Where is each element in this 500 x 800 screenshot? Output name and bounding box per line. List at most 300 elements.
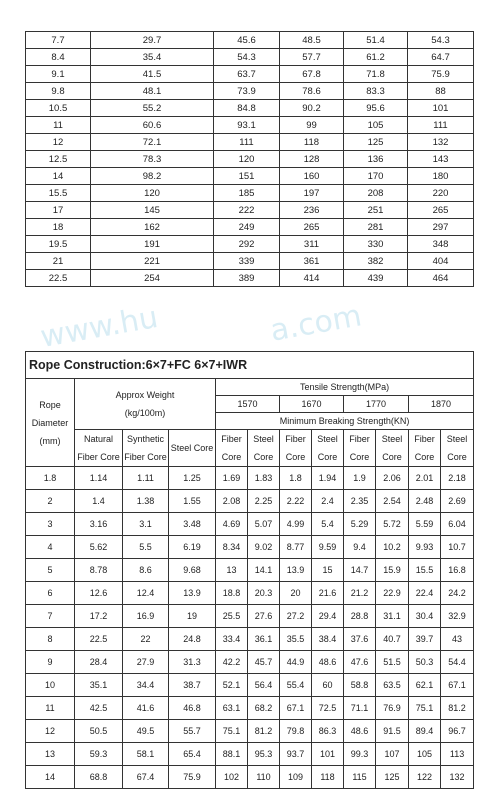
table-cell: 50.5 bbox=[75, 720, 123, 743]
table-cell: 297 bbox=[408, 219, 474, 236]
table-cell: 48.1 bbox=[91, 83, 214, 100]
table-cell: 48.5 bbox=[280, 32, 344, 49]
table-cell: 51.5 bbox=[376, 651, 409, 674]
steel-label: Steel bbox=[317, 434, 338, 444]
core-label: Core bbox=[285, 452, 306, 462]
table-cell: 41.5 bbox=[91, 66, 214, 83]
rope-table-title: Rope Construction:6×7+FC 6×7+IWR bbox=[26, 352, 474, 379]
table-cell: 22.5 bbox=[26, 270, 91, 287]
table-cell: 48.6 bbox=[344, 720, 376, 743]
table-cell: 61.2 bbox=[344, 49, 408, 66]
core-label: Core bbox=[221, 452, 242, 462]
table-row bbox=[26, 168, 474, 185]
table-cell: 35.1 bbox=[75, 674, 123, 697]
table-row bbox=[26, 559, 474, 582]
table-cell: 132 bbox=[408, 134, 474, 151]
steel-core-header: Steel Core bbox=[169, 430, 216, 467]
table-cell: 58.8 bbox=[344, 674, 376, 697]
table-cell: 145 bbox=[91, 202, 214, 219]
table-cell: 5.4 bbox=[312, 513, 344, 536]
table-cell: 102 bbox=[216, 766, 248, 789]
table-cell: 19.5 bbox=[26, 236, 91, 253]
table-cell: 24.8 bbox=[169, 628, 216, 651]
steel-label: Steel bbox=[381, 434, 403, 444]
table-cell: 71.8 bbox=[344, 66, 408, 83]
rope-construction-table bbox=[25, 351, 474, 789]
table-cell: 8.34 bbox=[216, 536, 248, 559]
synthetic-fiber-core-header bbox=[123, 430, 169, 467]
table-cell: 38.7 bbox=[169, 674, 216, 697]
table-row bbox=[26, 32, 474, 49]
table-row bbox=[26, 66, 474, 83]
table-cell: 109 bbox=[280, 766, 312, 789]
table-cell: 2.54 bbox=[376, 490, 409, 513]
table-cell: 54.3 bbox=[214, 49, 280, 66]
table-cell: 22.5 bbox=[75, 628, 123, 651]
table-cell: 12.6 bbox=[75, 582, 123, 605]
table-cell: 120 bbox=[214, 151, 280, 168]
table-cell: 81.2 bbox=[441, 697, 474, 720]
table-cell: 21.2 bbox=[344, 582, 376, 605]
core-label: Core bbox=[349, 452, 370, 462]
table-cell: 40.7 bbox=[376, 628, 409, 651]
table-cell: 382 bbox=[344, 253, 408, 270]
table-cell: 93.1 bbox=[214, 117, 280, 134]
table-row bbox=[26, 536, 474, 559]
table-row bbox=[26, 513, 474, 536]
table-row bbox=[26, 253, 474, 270]
table-cell: 118 bbox=[280, 134, 344, 151]
table-cell: 56.4 bbox=[248, 674, 280, 697]
table-cell: 9.02 bbox=[248, 536, 280, 559]
table-cell: 13.9 bbox=[280, 559, 312, 582]
table-cell: 88 bbox=[408, 83, 474, 100]
table-cell: 31.3 bbox=[169, 651, 216, 674]
table-cell: 185 bbox=[214, 185, 280, 202]
table-cell: 37.6 bbox=[344, 628, 376, 651]
fiber-label: Fiber bbox=[349, 434, 370, 444]
table-row bbox=[26, 202, 474, 219]
diameter-cell: 7 bbox=[26, 605, 75, 628]
table-cell: 42.5 bbox=[75, 697, 123, 720]
table-cell: 18 bbox=[26, 219, 91, 236]
table-cell: 44.9 bbox=[280, 651, 312, 674]
steel-core-col-header bbox=[248, 430, 280, 467]
table-cell: 5.72 bbox=[376, 513, 409, 536]
table-cell: 22 bbox=[123, 628, 169, 651]
table-cell: 4.69 bbox=[216, 513, 248, 536]
table-row bbox=[26, 766, 474, 789]
table-cell: 67.8 bbox=[280, 66, 344, 83]
table-cell: 36.1 bbox=[248, 628, 280, 651]
table-cell: 35.4 bbox=[91, 49, 214, 66]
table-cell: 1.38 bbox=[123, 490, 169, 513]
tensile-strength-header: Tensile Strength(MPa) bbox=[216, 379, 474, 396]
table-row bbox=[26, 651, 474, 674]
table-cell: 111 bbox=[408, 117, 474, 134]
table-cell: 71.1 bbox=[344, 697, 376, 720]
table-row bbox=[26, 100, 474, 117]
table-cell: 5.29 bbox=[344, 513, 376, 536]
table-cell: 88.1 bbox=[216, 743, 248, 766]
table-cell: 33.4 bbox=[216, 628, 248, 651]
table-cell: 9.1 bbox=[26, 66, 91, 83]
table-row bbox=[26, 490, 474, 513]
rope-label: Rope bbox=[39, 399, 61, 410]
table-cell: 1.69 bbox=[216, 467, 248, 490]
table-cell: 2.18 bbox=[441, 467, 474, 490]
table-cell: 439 bbox=[344, 270, 408, 287]
table-cell: 57.7 bbox=[280, 49, 344, 66]
diameter-cell: 13 bbox=[26, 743, 75, 766]
table-cell: 12.4 bbox=[123, 582, 169, 605]
table-cell: 111 bbox=[214, 134, 280, 151]
table-cell: 2.35 bbox=[344, 490, 376, 513]
table-cell: 1.4 bbox=[75, 490, 123, 513]
table-cell: 281 bbox=[344, 219, 408, 236]
table-cell: 10.2 bbox=[376, 536, 409, 559]
table-cell: 105 bbox=[344, 117, 408, 134]
table-cell: 143 bbox=[408, 151, 474, 168]
fiber-core-label: Fiber Core bbox=[77, 452, 120, 462]
table-cell: 83.3 bbox=[344, 83, 408, 100]
table-cell: 48.6 bbox=[312, 651, 344, 674]
upper-strength-table bbox=[25, 31, 474, 287]
table-cell: 14 bbox=[26, 168, 91, 185]
table-cell: 3.16 bbox=[75, 513, 123, 536]
table-cell: 86.3 bbox=[312, 720, 344, 743]
core-label: Core bbox=[382, 452, 402, 462]
table-cell: 330 bbox=[344, 236, 408, 253]
table-cell: 10.7 bbox=[441, 536, 474, 559]
table-cell: 10.5 bbox=[26, 100, 91, 117]
table-cell: 15.5 bbox=[409, 559, 441, 582]
table-cell: 60.6 bbox=[91, 117, 214, 134]
table-cell: 15.9 bbox=[376, 559, 409, 582]
table-cell: 59.3 bbox=[75, 743, 123, 766]
table-cell: 128 bbox=[280, 151, 344, 168]
table-cell: 22.9 bbox=[376, 582, 409, 605]
steel-core-col-header bbox=[376, 430, 409, 467]
upper-table-body bbox=[26, 32, 474, 287]
table-cell: 68.8 bbox=[75, 766, 123, 789]
mm-label: (mm) bbox=[39, 435, 61, 446]
table-cell: 220 bbox=[408, 185, 474, 202]
diameter-cell: 4 bbox=[26, 536, 75, 559]
table-cell: 60 bbox=[312, 674, 344, 697]
table-cell: 25.5 bbox=[216, 605, 248, 628]
fiber-label: Fiber bbox=[221, 434, 242, 444]
diameter-cell: 8 bbox=[26, 628, 75, 651]
table-cell: 75.9 bbox=[408, 66, 474, 83]
table-cell: 7.7 bbox=[26, 32, 91, 49]
table-row bbox=[26, 185, 474, 202]
table-cell: 8.78 bbox=[75, 559, 123, 582]
table-cell: 18.8 bbox=[216, 582, 248, 605]
table-cell: 13.9 bbox=[169, 582, 216, 605]
table-cell: 24.2 bbox=[441, 582, 474, 605]
table-cell: 464 bbox=[408, 270, 474, 287]
table-cell: 98.2 bbox=[91, 168, 214, 185]
table-row bbox=[26, 151, 474, 168]
diameter-cell: 2 bbox=[26, 490, 75, 513]
table-cell: 39.7 bbox=[409, 628, 441, 651]
synthetic-label: Synthetic bbox=[126, 434, 165, 444]
table-cell: 251 bbox=[344, 202, 408, 219]
table-row bbox=[26, 582, 474, 605]
table-cell: 4.99 bbox=[280, 513, 312, 536]
table-cell: 9.93 bbox=[409, 536, 441, 559]
table-cell: 79.8 bbox=[280, 720, 312, 743]
table-row bbox=[26, 270, 474, 287]
approx-weight-label: Approx Weight bbox=[115, 390, 175, 400]
table-cell: 2.08 bbox=[216, 490, 248, 513]
table-cell: 1.94 bbox=[312, 467, 344, 490]
table-cell: 96.7 bbox=[441, 720, 474, 743]
table-cell: 14.7 bbox=[344, 559, 376, 582]
diameter-cell: 1.8 bbox=[26, 467, 75, 490]
table-cell: 118 bbox=[312, 766, 344, 789]
table-cell: 208 bbox=[344, 185, 408, 202]
table-cell: 49.5 bbox=[123, 720, 169, 743]
table-row bbox=[26, 743, 474, 766]
table-cell: 72.5 bbox=[312, 697, 344, 720]
table-cell: 45.7 bbox=[248, 651, 280, 674]
table-cell: 28.4 bbox=[75, 651, 123, 674]
core-label: Core bbox=[253, 452, 274, 462]
table-cell: 6.04 bbox=[441, 513, 474, 536]
table-cell: 34.4 bbox=[123, 674, 169, 697]
table-cell: 58.1 bbox=[123, 743, 169, 766]
table-cell: 90.2 bbox=[280, 100, 344, 117]
table-cell: 5.59 bbox=[409, 513, 441, 536]
table-cell: 54.3 bbox=[408, 32, 474, 49]
table-cell: 1.11 bbox=[123, 467, 169, 490]
table-cell: 404 bbox=[408, 253, 474, 270]
table-cell: 107 bbox=[376, 743, 409, 766]
table-cell: 132 bbox=[441, 766, 474, 789]
table-cell: 113 bbox=[441, 743, 474, 766]
table-cell: 180 bbox=[408, 168, 474, 185]
table-row bbox=[26, 720, 474, 743]
grade-1870-header: 1870 bbox=[409, 396, 474, 413]
table-cell: 2.01 bbox=[409, 467, 441, 490]
table-cell: 311 bbox=[280, 236, 344, 253]
table-cell: 47.6 bbox=[344, 651, 376, 674]
fiber-core-label: Fiber Core bbox=[124, 452, 167, 462]
rope-table-body bbox=[26, 467, 474, 789]
table-cell: 95.3 bbox=[248, 743, 280, 766]
table-cell: 265 bbox=[408, 202, 474, 219]
table-cell: 9.4 bbox=[344, 536, 376, 559]
table-cell: 2.22 bbox=[280, 490, 312, 513]
table-cell: 95.6 bbox=[344, 100, 408, 117]
approx-weight-header bbox=[75, 379, 216, 430]
table-cell: 63.7 bbox=[214, 66, 280, 83]
table-cell: 6.19 bbox=[169, 536, 216, 559]
table-cell: 2.06 bbox=[376, 467, 409, 490]
table-cell: 75.1 bbox=[216, 720, 248, 743]
table-cell: 5.62 bbox=[75, 536, 123, 559]
grade-1670-header: 1670 bbox=[280, 396, 344, 413]
table-cell: 170 bbox=[344, 168, 408, 185]
table-cell: 191 bbox=[91, 236, 214, 253]
table-cell: 12.5 bbox=[26, 151, 91, 168]
steel-core-col-header bbox=[441, 430, 474, 467]
fiber-core-col-header bbox=[409, 430, 441, 467]
table-cell: 9.68 bbox=[169, 559, 216, 582]
table-cell: 162 bbox=[91, 219, 214, 236]
table-cell: 414 bbox=[280, 270, 344, 287]
table-cell: 99 bbox=[280, 117, 344, 134]
core-label: Core bbox=[317, 452, 338, 462]
diameter-cell: 12 bbox=[26, 720, 75, 743]
diameter-cell: 3 bbox=[26, 513, 75, 536]
diameter-cell: 14 bbox=[26, 766, 75, 789]
table-row bbox=[26, 467, 474, 490]
fiber-label: Fiber bbox=[414, 434, 435, 444]
table-cell: 21 bbox=[26, 253, 91, 270]
table-cell: 236 bbox=[280, 202, 344, 219]
table-cell: 1.55 bbox=[169, 490, 216, 513]
table-cell: 12 bbox=[26, 134, 91, 151]
table-cell: 30.4 bbox=[409, 605, 441, 628]
table-cell: 2.48 bbox=[409, 490, 441, 513]
table-cell: 339 bbox=[214, 253, 280, 270]
table-cell: 15.5 bbox=[26, 185, 91, 202]
table-cell: 28.8 bbox=[344, 605, 376, 628]
table-cell: 72.1 bbox=[91, 134, 214, 151]
table-cell: 110 bbox=[248, 766, 280, 789]
table-cell: 93.7 bbox=[280, 743, 312, 766]
table-cell: 17.2 bbox=[75, 605, 123, 628]
table-cell: 265 bbox=[280, 219, 344, 236]
table-cell: 62.1 bbox=[409, 674, 441, 697]
table-cell: 125 bbox=[376, 766, 409, 789]
table-cell: 55.7 bbox=[169, 720, 216, 743]
table-cell: 14.1 bbox=[248, 559, 280, 582]
table-cell: 63.5 bbox=[376, 674, 409, 697]
table-row bbox=[26, 117, 474, 134]
table-cell: 2.25 bbox=[248, 490, 280, 513]
table-cell: 160 bbox=[280, 168, 344, 185]
table-cell: 125 bbox=[344, 134, 408, 151]
table-cell: 99.3 bbox=[344, 743, 376, 766]
table-cell: 120 bbox=[91, 185, 214, 202]
table-cell: 45.6 bbox=[214, 32, 280, 49]
diameter-cell: 5 bbox=[26, 559, 75, 582]
table-cell: 54.4 bbox=[441, 651, 474, 674]
steel-core-col-header bbox=[312, 430, 344, 467]
core-type-header-row bbox=[26, 430, 474, 467]
table-cell: 67.4 bbox=[123, 766, 169, 789]
table-cell: 13 bbox=[216, 559, 248, 582]
table-row bbox=[26, 236, 474, 253]
table-row bbox=[26, 134, 474, 151]
rope-diameter-header bbox=[26, 379, 75, 467]
grade-1570-header: 1570 bbox=[216, 396, 280, 413]
table-cell: 1.9 bbox=[344, 467, 376, 490]
table-cell: 1.14 bbox=[75, 467, 123, 490]
table-cell: 105 bbox=[409, 743, 441, 766]
table-cell: 29.4 bbox=[312, 605, 344, 628]
table-cell: 197 bbox=[280, 185, 344, 202]
table-cell: 11 bbox=[26, 117, 91, 134]
table-cell: 20.3 bbox=[248, 582, 280, 605]
fiber-core-col-header bbox=[280, 430, 312, 467]
natural-fiber-core-header bbox=[75, 430, 123, 467]
table-cell: 76.9 bbox=[376, 697, 409, 720]
diameter-cell: 9 bbox=[26, 651, 75, 674]
table-cell: 46.8 bbox=[169, 697, 216, 720]
table-cell: 22.4 bbox=[409, 582, 441, 605]
table-cell: 8.6 bbox=[123, 559, 169, 582]
table-cell: 20 bbox=[280, 582, 312, 605]
table-cell: 389 bbox=[214, 270, 280, 287]
core-label: Core bbox=[414, 452, 435, 462]
rope-table-header bbox=[26, 352, 474, 467]
table-cell: 2.69 bbox=[441, 490, 474, 513]
table-cell: 27.2 bbox=[280, 605, 312, 628]
weight-unit-label: (kg/100m) bbox=[124, 408, 166, 418]
table-cell: 51.4 bbox=[344, 32, 408, 49]
table-cell: 50.3 bbox=[409, 651, 441, 674]
table-cell: 67.1 bbox=[280, 697, 312, 720]
table-cell: 29.7 bbox=[91, 32, 214, 49]
table-cell: 32.9 bbox=[441, 605, 474, 628]
table-cell: 52.1 bbox=[216, 674, 248, 697]
diameter-cell: 10 bbox=[26, 674, 75, 697]
table-cell: 15 bbox=[312, 559, 344, 582]
table-cell: 1.8 bbox=[280, 467, 312, 490]
table-cell: 9.59 bbox=[312, 536, 344, 559]
diameter-cell: 6 bbox=[26, 582, 75, 605]
table-cell: 16.8 bbox=[441, 559, 474, 582]
table-cell: 89.4 bbox=[409, 720, 441, 743]
table-cell: 101 bbox=[312, 743, 344, 766]
table-cell: 64.7 bbox=[408, 49, 474, 66]
table-row bbox=[26, 628, 474, 651]
table-cell: 73.9 bbox=[214, 83, 280, 100]
watermark-text-left: www.hu bbox=[37, 299, 161, 356]
steel-label: Steel bbox=[253, 434, 274, 444]
table-cell: 21.6 bbox=[312, 582, 344, 605]
fiber-core-col-header bbox=[344, 430, 376, 467]
table-cell: 8.77 bbox=[280, 536, 312, 559]
table-cell: 3.1 bbox=[123, 513, 169, 536]
table-cell: 249 bbox=[214, 219, 280, 236]
table-cell: 222 bbox=[214, 202, 280, 219]
table-cell: 5.07 bbox=[248, 513, 280, 536]
table-cell: 75.1 bbox=[409, 697, 441, 720]
table-cell: 31.1 bbox=[376, 605, 409, 628]
core-label: Core bbox=[447, 452, 467, 462]
table-cell: 17 bbox=[26, 202, 91, 219]
table-row bbox=[26, 674, 474, 697]
table-cell: 27.9 bbox=[123, 651, 169, 674]
table-cell: 5.5 bbox=[123, 536, 169, 559]
table-cell: 43 bbox=[441, 628, 474, 651]
natural-label: Natural bbox=[83, 434, 113, 444]
table-cell: 348 bbox=[408, 236, 474, 253]
fiber-core-col-header bbox=[216, 430, 248, 467]
table-cell: 38.4 bbox=[312, 628, 344, 651]
table-cell: 84.8 bbox=[214, 100, 280, 117]
table-row bbox=[26, 49, 474, 66]
watermark-text-right: a.com bbox=[267, 298, 365, 349]
table-cell: 65.4 bbox=[169, 743, 216, 766]
table-cell: 9.8 bbox=[26, 83, 91, 100]
